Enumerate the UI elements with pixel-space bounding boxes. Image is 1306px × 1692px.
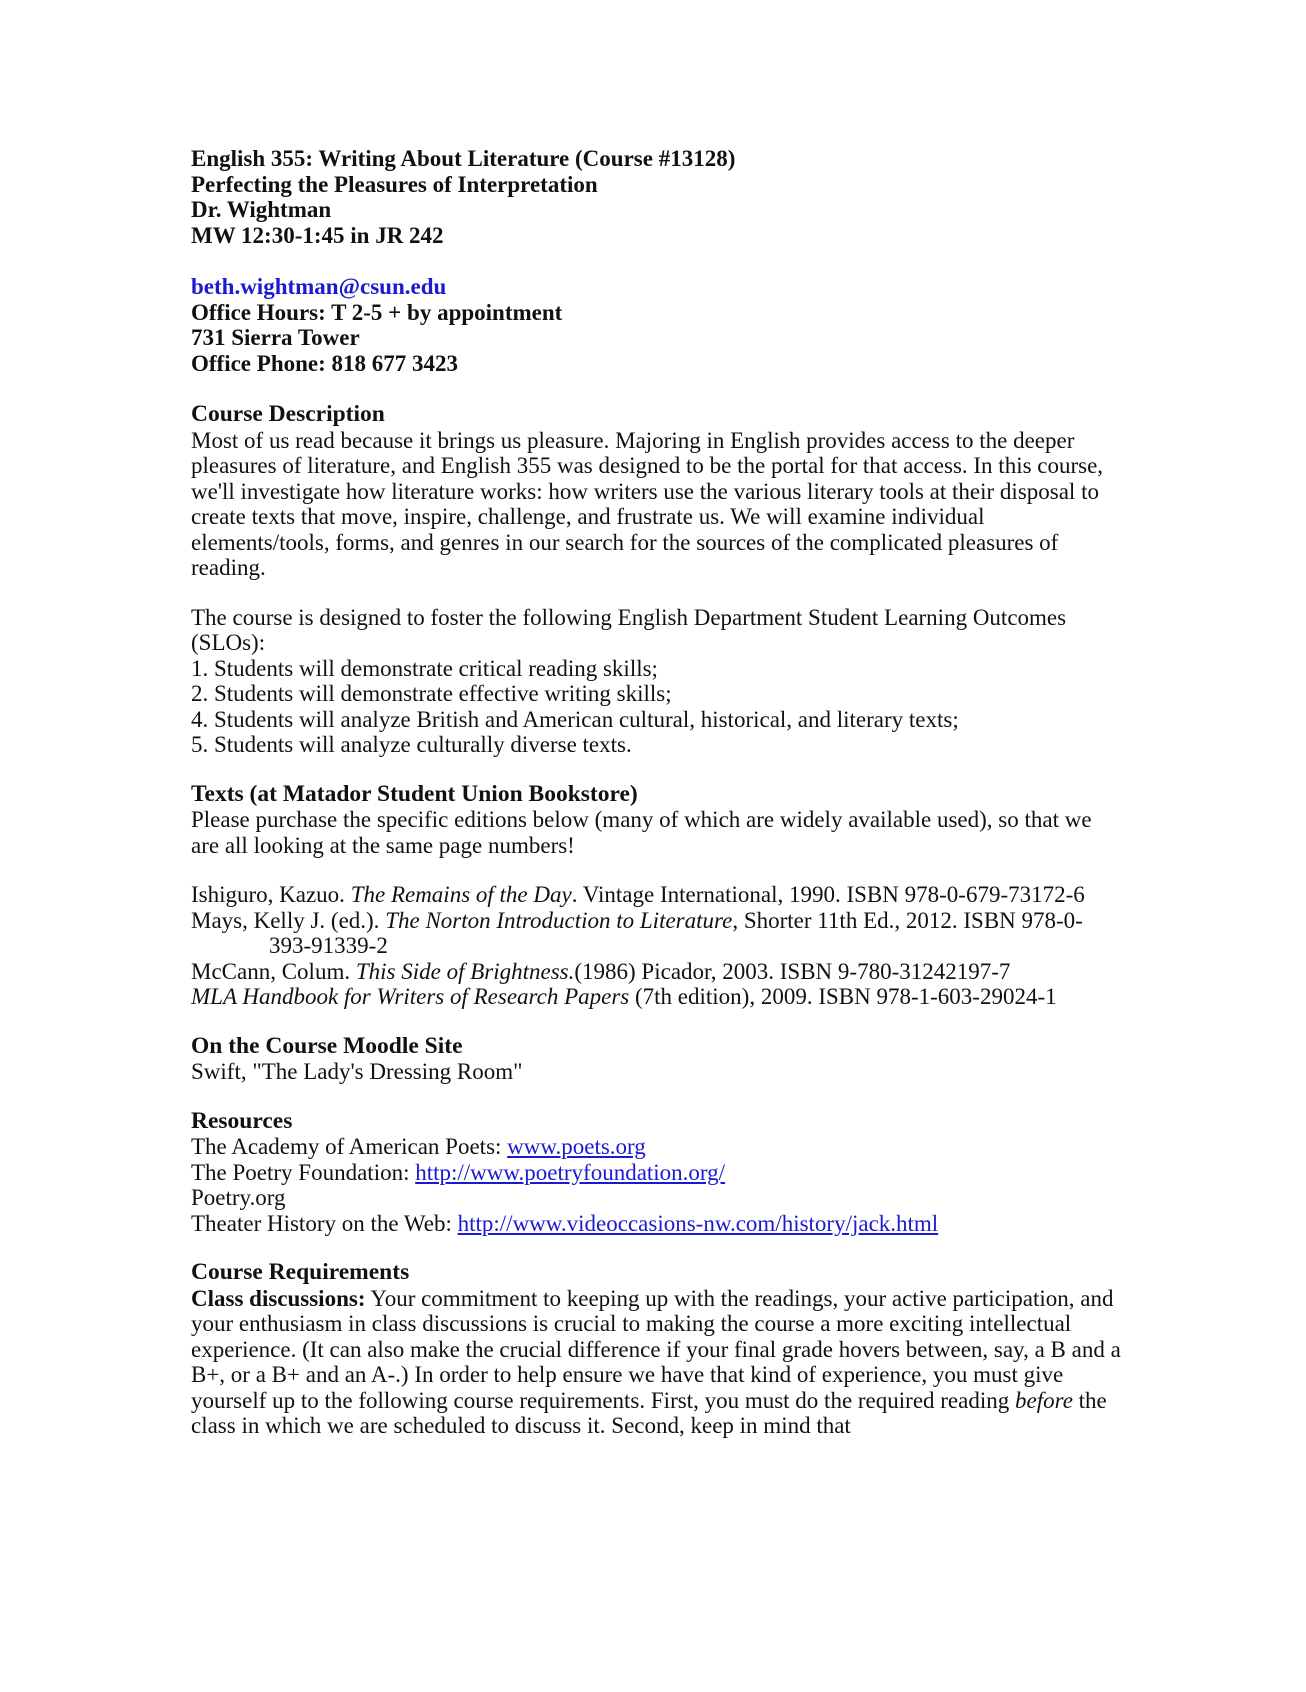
course-title: English 355: Writing About Literature (Course #13128) <box>191 146 736 171</box>
course-description-heading: Course Description <box>191 401 385 427</box>
resources-heading: Resources <box>191 1107 293 1134</box>
instructor-name: Dr. Wightman <box>191 197 332 222</box>
resource-link[interactable]: http://www.videoccasions-nw.com/history/jack.html <box>457 1210 939 1236</box>
slo-item: 5. Students will analyze culturally diverse texts. <box>191 732 632 757</box>
slo-intro: The course is designed to foster the following English Department Student Learning Outcomes (SLOs): <box>191 604 1067 655</box>
contact-block <box>191 274 1121 376</box>
resource-item: Theater History on the Web: http://www.videoccasions-nw.com/history/jack.html <box>191 1210 939 1236</box>
resources-section <box>191 1109 1121 1237</box>
slo-section <box>191 605 1121 758</box>
moodle-item: Swift, "The Lady's Dressing Room" <box>191 1059 523 1084</box>
book-title: MLA Handbook for Writers of Research Papers <box>191 984 630 1009</box>
book-title: The Remains of the Day <box>350 882 572 907</box>
meeting-time: MW 12:30-1:45 in JR 242 <box>191 222 444 248</box>
office-phone: Office Phone: 818 677 3423 <box>191 350 459 376</box>
book-entry: Ishiguro, Kazuo. The Remains of the Day. Vintage International, 1990. ISBN 978-0-679-73172-6 <box>191 882 1085 907</box>
slo-item: 1. Students will demonstrate critical reading skills; <box>191 655 658 681</box>
resource-item: The Academy of American Poets: www.poets.org <box>191 1134 646 1159</box>
book-title: This Side of Brightness. <box>355 958 575 984</box>
class-discussions-paragraph: Class discussions: Your commitment to keeping up with the readings, your active participation, and your enthusiasm in class discussions is crucial to making the course a more exciting intellectual experience. (It can also make the crucial difference if your final grade hovers between, say, a B and a B+, or a B+ and an A-.) In order to help ensure we have that kind of experience, you must give yourself up to the following course requirements. First, you must do the required reading before the class in which we are scheduled to discuss it. Second, keep in mind that <box>191 1285 1121 1438</box>
syllabus-page <box>191 146 1121 1439</box>
emphasis-before: before <box>1015 1387 1073 1413</box>
moodle-heading: On the Course Moodle Site <box>191 1032 463 1059</box>
course-subtitle: Perfecting the Pleasures of Interpretation <box>191 171 598 197</box>
requirements-heading: Course Requirements <box>191 1259 410 1285</box>
slo-item: 2. Students will demonstrate effective writing skills; <box>191 681 672 706</box>
resource-item: The Poetry Foundation: http://www.poetryfoundation.org/ <box>191 1159 726 1185</box>
email-link[interactable]: beth.wightman@csun.edu <box>191 274 447 299</box>
moodle-section <box>191 1034 1121 1085</box>
office-location: 731 Sierra Tower <box>191 325 360 350</box>
course-description-section <box>191 402 1121 581</box>
texts-section <box>191 782 1121 1010</box>
book-entry: Mays, Kelly J. (ed.). The Norton Introduction to Literature, Shorter 11th Ed., 2012. ISBN 978-0-393-91339-2 <box>191 907 1083 958</box>
resource-link[interactable]: http://www.poetryfoundation.org/ <box>415 1159 726 1185</box>
class-discussions-label: Class discussions: <box>191 1285 366 1311</box>
requirements-section <box>191 1260 1121 1439</box>
resource-link[interactable]: www.poets.org <box>507 1134 646 1159</box>
book-entry: McCann, Colum. This Side of Brightness.(1986) Picador, 2003. ISBN 9-780-31242197-7 <box>191 958 1011 984</box>
book-title: The Norton Introduction to Literature <box>385 907 733 933</box>
texts-intro: Please purchase the specific editions below (many of which are widely available used), so that we are all looking at the same page numbers! <box>191 807 1092 858</box>
resource-item: Poetry.org <box>191 1185 286 1210</box>
course-description-body: Most of us read because it brings us pleasure. Majoring in English provides access to the deeper pleasures of literature, and English 355 was designed to be the portal for that access. In this course, we'll investigate how literature works: how writers use the various literary tools at their disposal to create texts that move, inspire, challenge, and frustrate us. We will examine individual elements/tools, forms, and genres in our search for the sources of the complicated pleasures of reading. <box>191 427 1104 580</box>
course-header <box>191 146 1121 248</box>
slo-item: 4. Students will analyze British and American cultural, historical, and literary texts; <box>191 706 959 732</box>
book-entry: MLA Handbook for Writers of Research Papers (7th edition), 2009. ISBN 978-1-603-29024-1 <box>191 984 1057 1009</box>
office-hours: Office Hours: T 2-5 + by appointment <box>191 299 563 325</box>
texts-heading: Texts (at Matador Student Union Bookstore) <box>191 780 638 807</box>
